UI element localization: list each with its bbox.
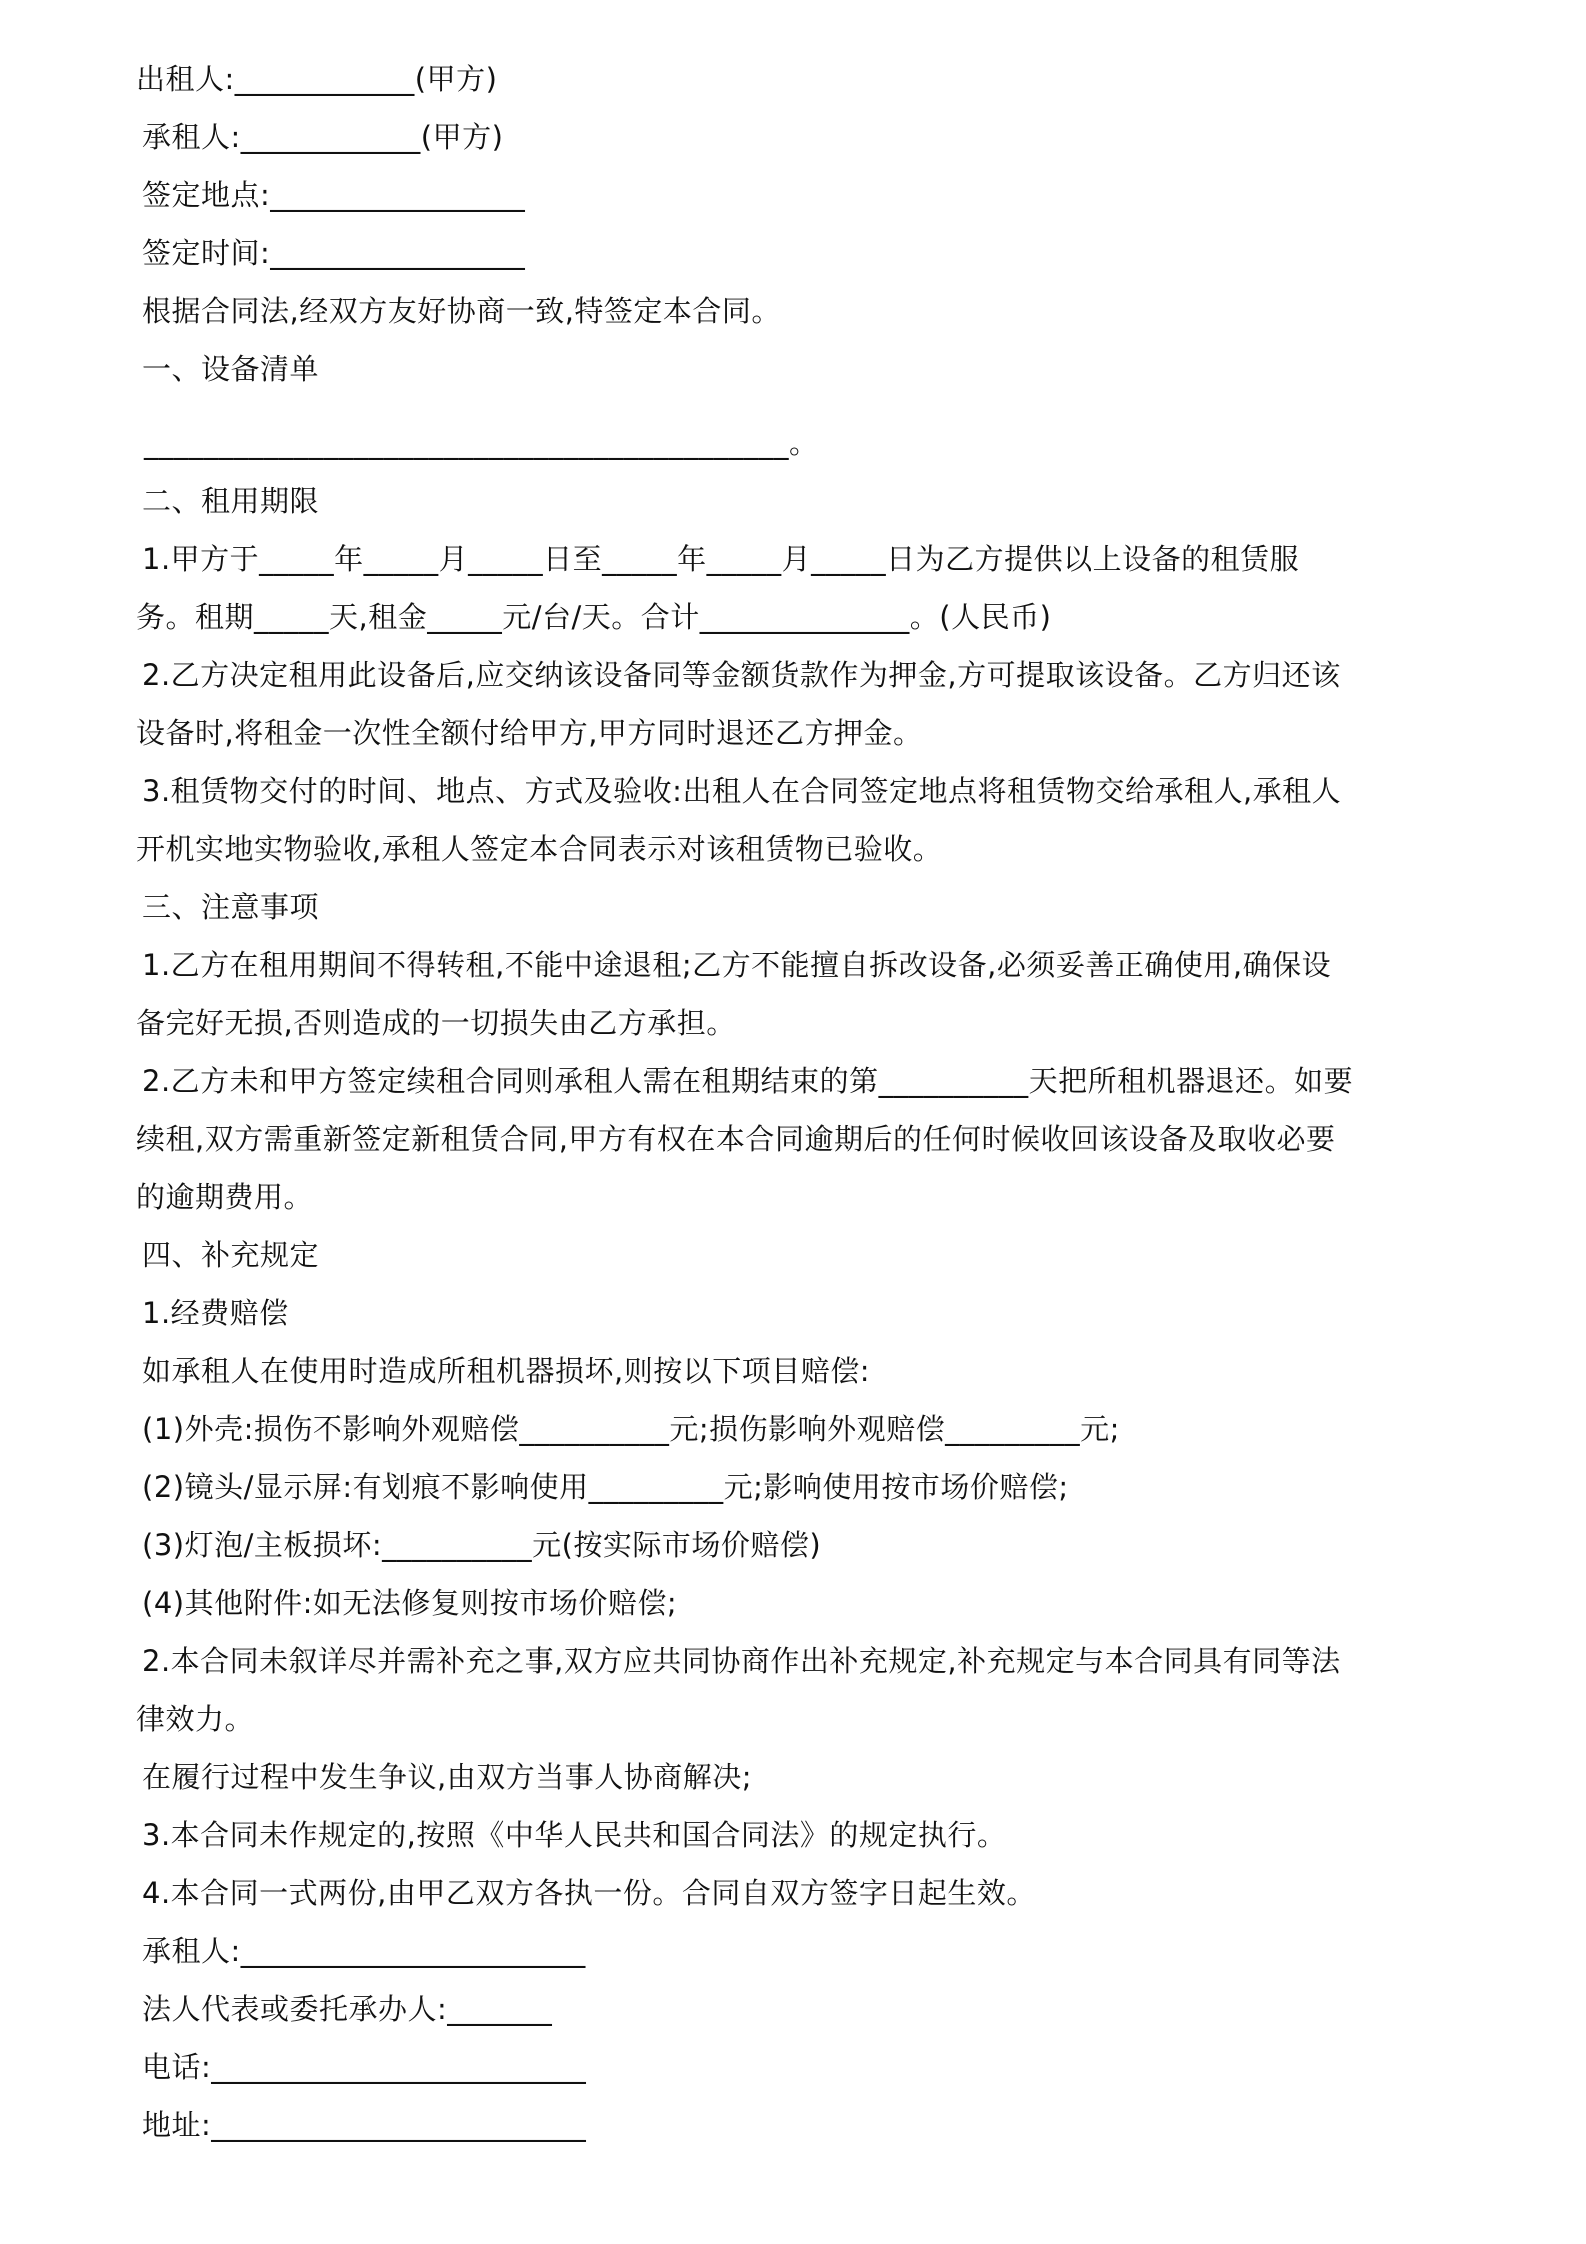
supplement-item-4: 4.本合同一式两份,由甲乙双方各执一份。合同自双方签字日起生效。 (142, 1876, 1036, 1910)
signing-time-line: 签定时间:_________________ (142, 236, 526, 270)
lessor-line: 出租人:____________(甲方) (136, 62, 498, 96)
section-heading-notes: 三、注意事项 (142, 890, 320, 924)
signature-phone-line: 电话:_________________________ (142, 2050, 587, 2084)
notes-clause-2c: 的逾期费用。 (136, 1180, 314, 1214)
signing-place-line: 签定地点:_________________ (142, 178, 526, 212)
section-heading-supplement: 四、补充规定 (142, 1238, 320, 1272)
dispute-resolution-line: 在履行过程中发生争议,由双方当事人协商解决; (142, 1760, 752, 1794)
signature-lessee-line: 承租人:_______________________ (142, 1934, 586, 1968)
compensation-item-1: (1)外壳:损伤不影响外观赔偿__________元;损伤影响外观赔偿_________元; (142, 1412, 1120, 1446)
compensation-item-4: (4)其他附件:如无法修复则按市场价赔偿; (142, 1586, 678, 1620)
rental-period-clause-2b: 设备时,将租金一次性全额付给甲方,甲方同时退还乙方押金。 (136, 716, 923, 750)
rental-period-clause-2a: 2.乙方决定租用此设备后,应交纳该设备同等金额货款作为押金,方可提取该设备。乙方归还该 (142, 658, 1341, 692)
notes-clause-1b: 备完好无损,否则造成的一切损失由乙方承担。 (136, 1006, 736, 1040)
notes-clause-2a: 2.乙方未和甲方签定续租合同则承租人需在租期结束的第__________天把所租机器退还。如要 (142, 1064, 1354, 1098)
rental-period-clause-1a: 1.甲方于_____年_____月_____日至_____年_____月_____日为乙方提供以上设备的租赁服 (142, 542, 1300, 576)
section-heading-rental-period: 二、租用期限 (142, 484, 320, 518)
section-heading-equipment-list: 一、设备清单 (142, 352, 320, 386)
notes-clause-1a: 1.乙方在租用期间不得转租,不能中途退租;乙方不能擅自拆改设备,必须妥善正确使用,确保设 (142, 948, 1332, 982)
spacer (136, 398, 1476, 414)
rental-period-clause-1b: 务。租期_____天,租金_____元/台/天。合计______________。(人民币) (136, 600, 1052, 634)
supplement-item-3: 3.本合同未作规定的,按照《中华人民共和国合同法》的规定执行。 (142, 1818, 1007, 1852)
supplement-item-1-intro: 如承租人在使用时造成所租机器损坏,则按以下项目赔偿: (142, 1354, 870, 1388)
rental-period-clause-3b: 开机实地实物验收,承租人签定本合同表示对该租赁物已验收。 (136, 832, 943, 866)
signature-address-line: 地址:_________________________ (142, 2108, 587, 2142)
supplement-item-1-title: 1.经费赔偿 (142, 1296, 289, 1330)
preamble-line: 根据合同法,经双方友好协商一致,特签定本合同。 (142, 294, 781, 328)
compensation-item-3: (3)灯泡/主板损坏:__________元(按实际市场价赔偿) (142, 1528, 822, 1562)
supplement-item-2b: 律效力。 (136, 1702, 255, 1736)
supplement-item-2a: 2.本合同未叙详尽并需补充之事,双方应共同协商作出补充规定,补充规定与本合同具有同等法 (142, 1644, 1341, 1678)
rental-period-clause-3a: 3.租赁物交付的时间、地点、方式及验收:出租人在合同签定地点将租赁物交给承租人,承租人 (142, 774, 1342, 808)
equipment-list-blank: ___________________________________________。 (144, 426, 819, 460)
notes-clause-2b: 续租,双方需重新签定新租赁合同,甲方有权在本合同逾期后的任何时候收回该设备及取收必要 (136, 1122, 1336, 1156)
signature-representative-line: 法人代表或委托承办人:_______ (142, 1992, 553, 2026)
compensation-item-2: (2)镜头/显示屏:有划痕不影响使用_________元;影响使用按市场价赔偿; (142, 1470, 1069, 1504)
lessee-line: 承租人:____________(甲方) (142, 120, 504, 154)
